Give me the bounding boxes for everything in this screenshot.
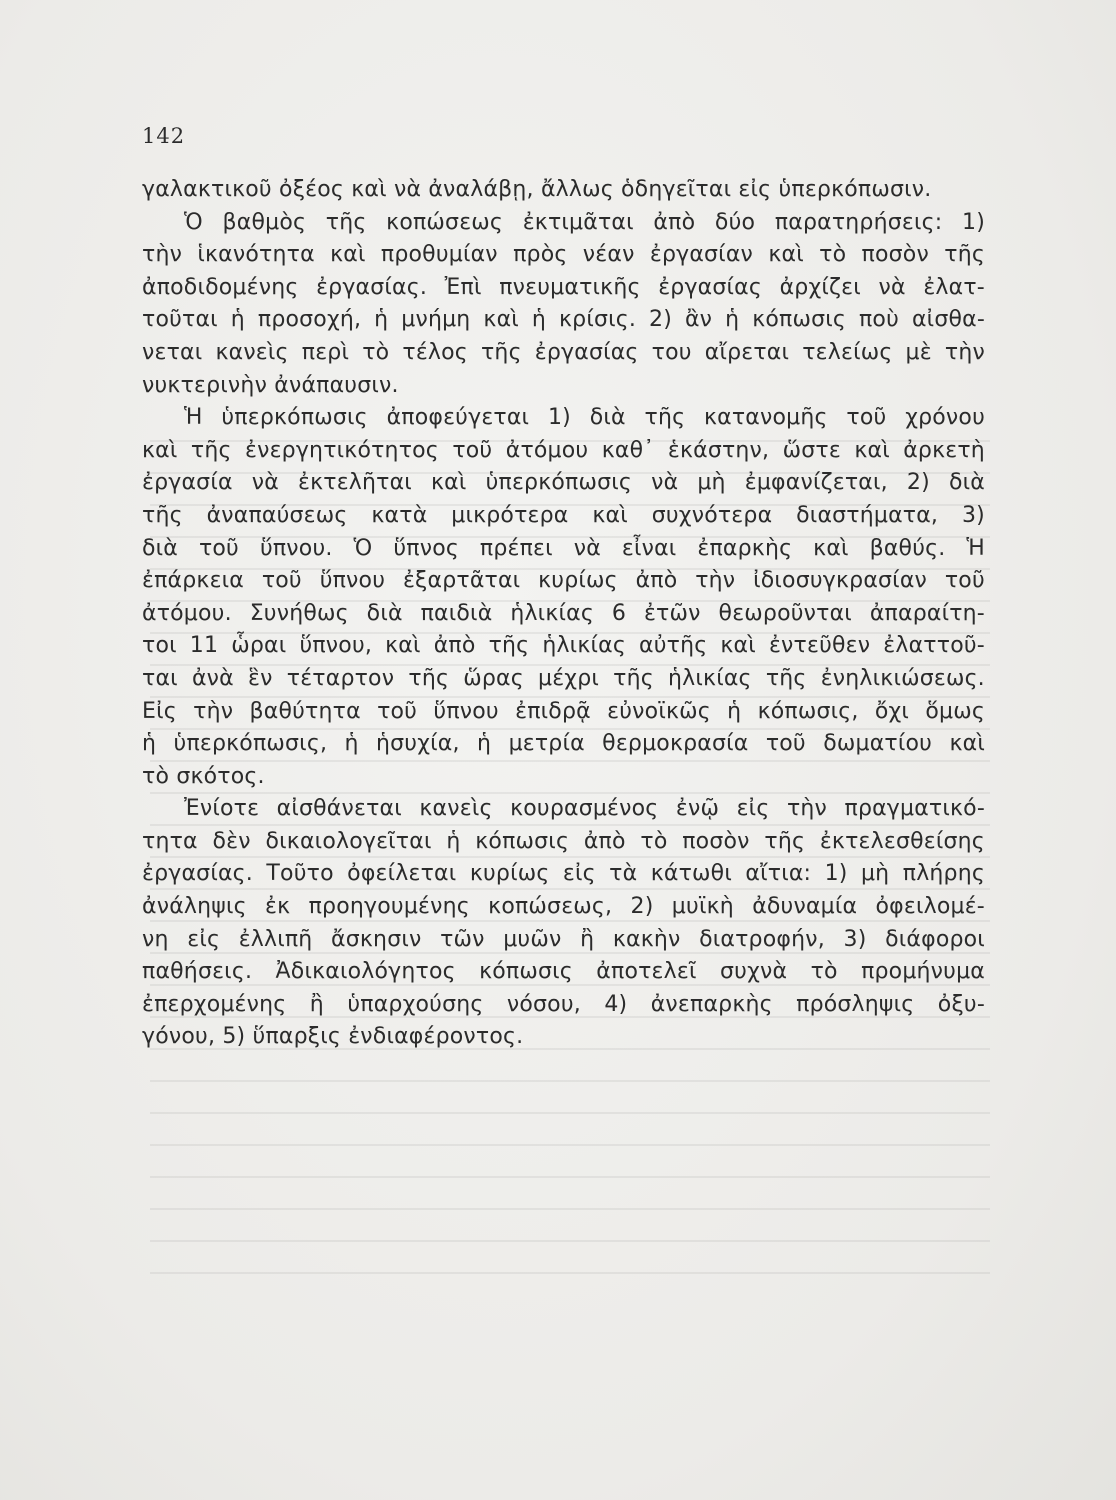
text-line: τὸ σκότος. <box>142 763 265 789</box>
text-line: διὰ τοῦ ὕπνου. Ὁ ὕπνος πρέπει νὰ εἶναι ἐπαρκὴς καὶ βαθύς. Ἡ <box>142 535 985 561</box>
text-line: καὶ τῆς ἐνεργητικότητος τοῦ ἀτόμου καθ᾽ ἑκάστην, ὥστε καὶ ἀρκετὴ <box>142 437 985 463</box>
text-line: τητα δὲν δικαιολογεῖται ἡ κόπωσις ἀπὸ τὸ ποσὸν τῆς ἐκτελεσθείσης <box>142 828 985 854</box>
text-line: παθήσεις. Ἀδικαιολόγητος κόπωσις ἀποτελεῖ συχνὰ τὸ προμήνυμα <box>142 959 985 985</box>
text-line: ἐπερχομένης ἢ ὑπαρχούσης νόσου, 4) ἀνεπαρκὴς πρόσληψις ὀξυ- <box>142 991 985 1017</box>
text-line: ται ἀνὰ ἓν τέταρτον τῆς ὥρας μέχρι τῆς ἡλικίας τῆς ἐνηλικιώσεως. <box>142 665 985 691</box>
text-line: ἐργασίας. Τοῦτο ὀφείλεται κυρίως εἰς τὰ κάτωθι αἴτια: 1) μὴ πλήρης <box>142 861 985 887</box>
text-line: νεται κανεὶς περὶ τὸ τέλος τῆς ἐργασίας του αἴρεται τελείως μὲ τὴν <box>142 339 985 365</box>
text-line: ἀποδιδομένης ἐργασίας. Ἐπὶ πνευματικῆς ἐργασίας ἀρχίζει νὰ ἐλατ- <box>142 274 985 300</box>
text-line: Ἡ ὑπερκόπωσις ἀποφεύγεται 1) διὰ τῆς κατανομῆς τοῦ χρόνου <box>184 405 985 431</box>
text-line: νη εἰς ἐλλιπῆ ἄσκησιν τῶν μυῶν ἢ κακὴν διατροφήν, 3) διάφοροι <box>142 926 985 952</box>
text-line: ἐργασία νὰ ἐκτελῆται καὶ ὑπερκόπωσις νὰ μὴ ἐμφανίζεται, 2) διὰ <box>142 470 985 496</box>
text-line: τοι 11 ὧραι ὕπνου, καὶ ἀπὸ τῆς ἡλικίας αὐτῆς καὶ ἐντεῦθεν ἐλαττοῦ- <box>142 633 985 659</box>
text-line: γόνου, 5) ὕπαρξις ἐνδιαφέροντος. <box>142 1024 524 1050</box>
text-line: νυκτερινὴν ἀνάπαυσιν. <box>142 372 399 398</box>
text-line: ἐπάρκεια τοῦ ὕπνου ἐξαρτᾶται κυρίως ἀπὸ τὴν ἰδιοσυγκρασίαν τοῦ <box>142 568 985 594</box>
text-line: ἀτόμου. Συνήθως διὰ παιδιὰ ἡλικίας 6 ἐτῶν θεωροῦνται ἀπαραίτη- <box>142 600 985 626</box>
text-line: Ἐνίοτε αἰσθάνεται κανεὶς κουρασμένος ἐνῷ εἰς τὴν πραγματικό- <box>184 796 985 822</box>
text-line: Ὁ βαθμὸς τῆς κοπώσεως ἐκτιμᾶται ἀπὸ δύο παρατηρήσεις: 1) <box>184 209 985 235</box>
text-line: ἀνάληψις ἐκ προηγουμένης κοπώσεως, 2) μυϊκὴ ἀδυναμία ὀφειλομέ- <box>142 894 985 920</box>
text-line: τοῦται ἡ προσοχή, ἡ μνήμη καὶ ἡ κρίσις. 2) ἂν ἡ κόπωσις ποὺ αἰσθα- <box>142 307 985 333</box>
text-line: ἡ ὑπερκόπωσις, ἡ ἡσυχία, ἡ μετρία θερμοκρασία τοῦ δωματίου καὶ <box>142 731 985 757</box>
text-line: γαλακτικοῦ ὀξέος καὶ νὰ ἀναλάβῃ, ἄλλως ὁδηγεῖται εἰς ὑπερκόπωσιν. <box>142 177 932 202</box>
text-line: Εἰς τὴν βαθύτητα τοῦ ὕπνου ἐπιδρᾷ εὐνοϊκῶς ἡ κόπωσις, ὄχι ὅμως <box>142 698 985 724</box>
body-text <box>142 174 985 1054</box>
text-line: τῆς ἀναπαύσεως κατὰ μικρότερα καὶ συχνότερα διαστήματα, 3) <box>142 502 985 528</box>
text-line: τὴν ἱκανότητα καὶ προθυμίαν πρὸς νέαν ἐργασίαν καὶ τὸ ποσὸν τῆς <box>142 242 985 268</box>
page-number: 142 <box>142 124 186 148</box>
